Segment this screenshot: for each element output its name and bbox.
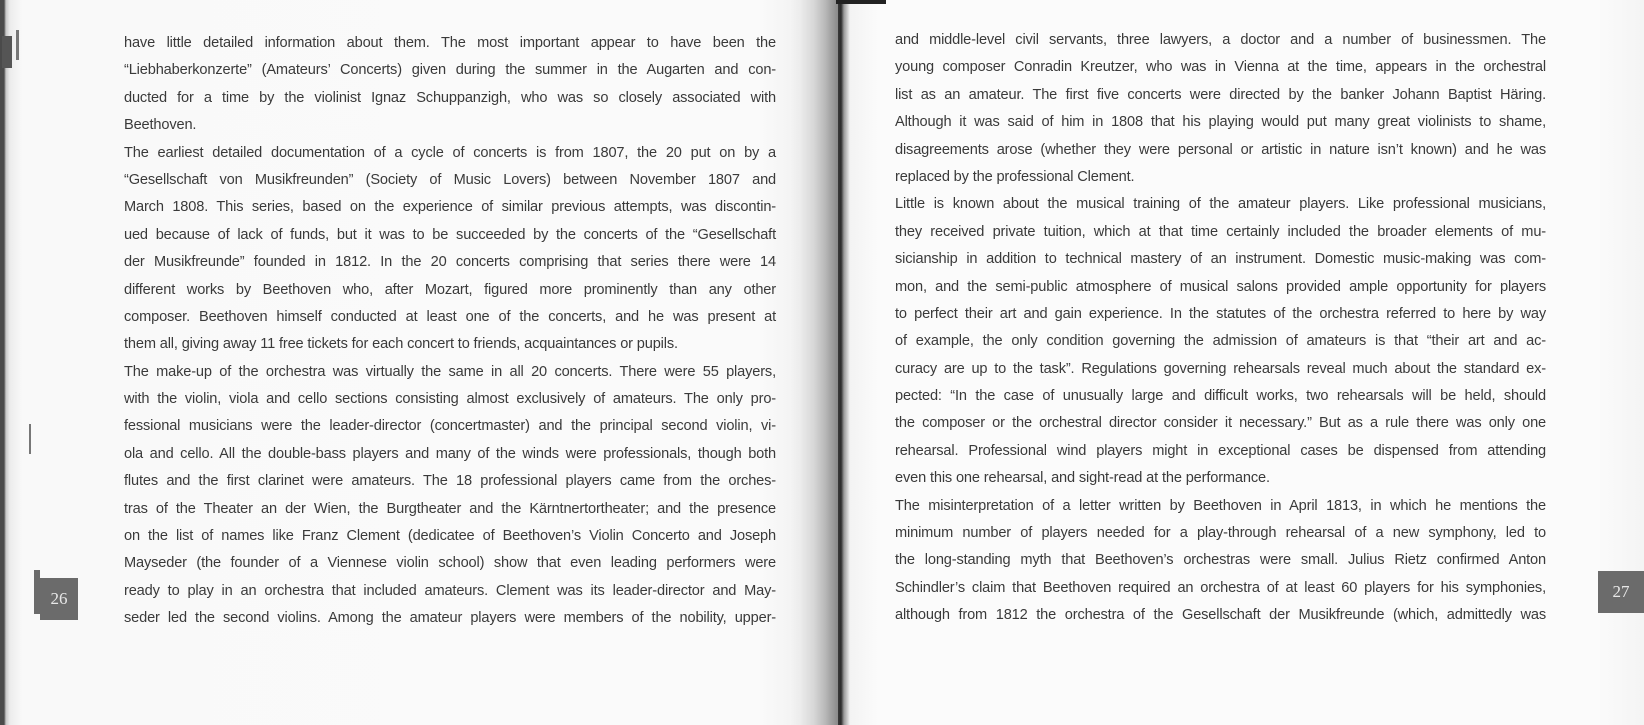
text-line: even this one rehearsal, and sight-read at the performance. <box>895 470 1270 487</box>
text-line: replaced by the professional Clement. <box>895 168 1135 185</box>
right-page <box>838 0 1644 725</box>
text-line: mon, and the semi-public atmosphere of musical salons provided ample opportunity for players <box>895 278 1546 295</box>
left-page-body-text <box>124 30 776 633</box>
text-line: “Liebhaberkonzerte” (Amateurs’ Concerts) given during the summer in the Augarten and con- <box>124 62 776 79</box>
text-line: tras of the Theater an der Wien, the Burgtheater and the Kärntnertortheater; and the presence <box>124 500 776 517</box>
text-line: different works by Beethoven who, after Mozart, figured more prominently than any other <box>124 281 776 298</box>
text-line: curacy are up to the task”. Regulations governing rehearsals reveal much about the standard ex- <box>895 360 1546 377</box>
text-line: The earliest detailed documentation of a cycle of concerts is from 1807, the 20 put on by a <box>124 144 776 161</box>
text-line: ready to play in an orchestra that included amateurs. Clement was its leader-director and May- <box>124 582 776 599</box>
text-line: der Musikfreunde” founded in 1812. In the 20 concerts comprising that series there were 14 <box>124 254 776 271</box>
text-line: Schindler’s claim that Beethoven required an orchestra of at least 60 players for his symphonies, <box>895 579 1546 596</box>
text-line: although from 1812 the orchestra of the Gesellschaft der Musikfreunde (which, admittedly was <box>895 607 1546 624</box>
text-line: sicianship in addition to technical mastery of an instrument. Domestic music-making was com- <box>895 251 1546 268</box>
text-line: Beethoven. <box>124 117 197 134</box>
text-line: ued because of lack of funds, but it was to be succeeded by the concerts of the “Gesellschaft <box>124 226 776 243</box>
text-line: on the list of names like Franz Clement (dedicatee of Beethoven’s Violin Concerto and Joseph <box>124 528 776 545</box>
text-line: seder led the second violins. Among the amateur players were members of the nobility, upper- <box>124 610 776 627</box>
page-edge-mark <box>16 30 19 60</box>
text-line: rehearsal. Professional wind players might in exceptional cases be dispensed from attending <box>895 442 1546 459</box>
text-line: The misinterpretation of a letter written by Beethoven in April 1813, in which he mentions the <box>895 497 1546 514</box>
page-curl-shadow <box>836 0 886 4</box>
text-line: ola and cello. All the double-bass players and many of the winds were professionals, though both <box>124 445 776 462</box>
text-line: minimum number of players needed for a play-through rehearsal of a new symphony, led to <box>895 525 1546 542</box>
text-line: pected: “In the case of unusually large and difficult works, two rehearsals will be held, should <box>895 388 1546 405</box>
text-line: and middle-level civil servants, three lawyers, a doctor and a number of businessmen. The <box>895 32 1546 48</box>
text-line: Little is known about the musical training of the amateur players. Like professional musicians, <box>895 196 1546 213</box>
text-line: The make-up of the orchestra was virtually the same in all 20 concerts. There were 55 players, <box>124 363 776 380</box>
text-line: “Gesellschaft von Musikfreunden” (Society of Music Lovers) between November 1807 and <box>124 171 776 188</box>
text-line: them all, giving away 11 free tickets for each concert to friends, acquaintances or pupils. <box>124 336 678 353</box>
text-line: the composer or the orchestral director consider it necessary.” But as a rule there was only one <box>895 415 1546 432</box>
text-line: of example, the only condition governing the admission of amateurs is that “their art and ac- <box>895 333 1546 350</box>
page-number-left: 26 <box>40 578 78 620</box>
gutter-shadow <box>790 0 838 725</box>
text-line: fessional musicians were the leader-director (concertmaster) and the principal second violin, vi- <box>124 418 776 435</box>
text-line: Although it was said of him in 1808 that his playing would put many great violinists to shame, <box>895 114 1546 131</box>
text-line: March 1808. This series, based on the experience of similar previous attempts, was discontin- <box>124 199 776 216</box>
text-line: with the violin, viola and cello sections consisting almost exclusively of amateurs. The only pro- <box>124 391 776 408</box>
text-line: they received private tuition, which at that time certainly included the broader elements of mu- <box>895 223 1546 240</box>
text-line: list as an amateur. The first five concerts were directed by the banker Johann Baptist Häring. <box>895 86 1546 103</box>
page-edge-mark <box>29 424 31 454</box>
text-line: to perfect their art and gain experience. In the statutes of the orchestra referred to here by way <box>895 305 1546 322</box>
text-line: have little detailed information about them. The most important appear to have been the <box>124 35 776 51</box>
page-number-right: 27 <box>1598 571 1644 613</box>
text-line: young composer Conradin Kreutzer, who was in Vienna at the time, appears in the orchestral <box>895 59 1546 76</box>
text-line: disagreements arose (whether they were personal or artistic in nature isn’t known) and he was <box>895 141 1546 158</box>
text-line: the long-standing myth that Beethoven’s orchestras were small. Julius Rietz confirmed Anton <box>895 552 1546 569</box>
page-edge-mark <box>2 36 12 68</box>
right-page-body-text <box>895 27 1546 630</box>
text-line: Mayseder (the founder of a Viennese violin school) show that even leading performers were <box>124 555 776 572</box>
text-line: composer. Beethoven himself conducted at least one of the concerts, and he was present at <box>124 308 776 325</box>
text-line: flutes and the first clarinet were amateurs. The 18 professional players came from the orches- <box>124 473 776 490</box>
text-line: ducted for a time by the violinist Ignaz Schuppanzigh, who was so closely associated with <box>124 89 776 106</box>
